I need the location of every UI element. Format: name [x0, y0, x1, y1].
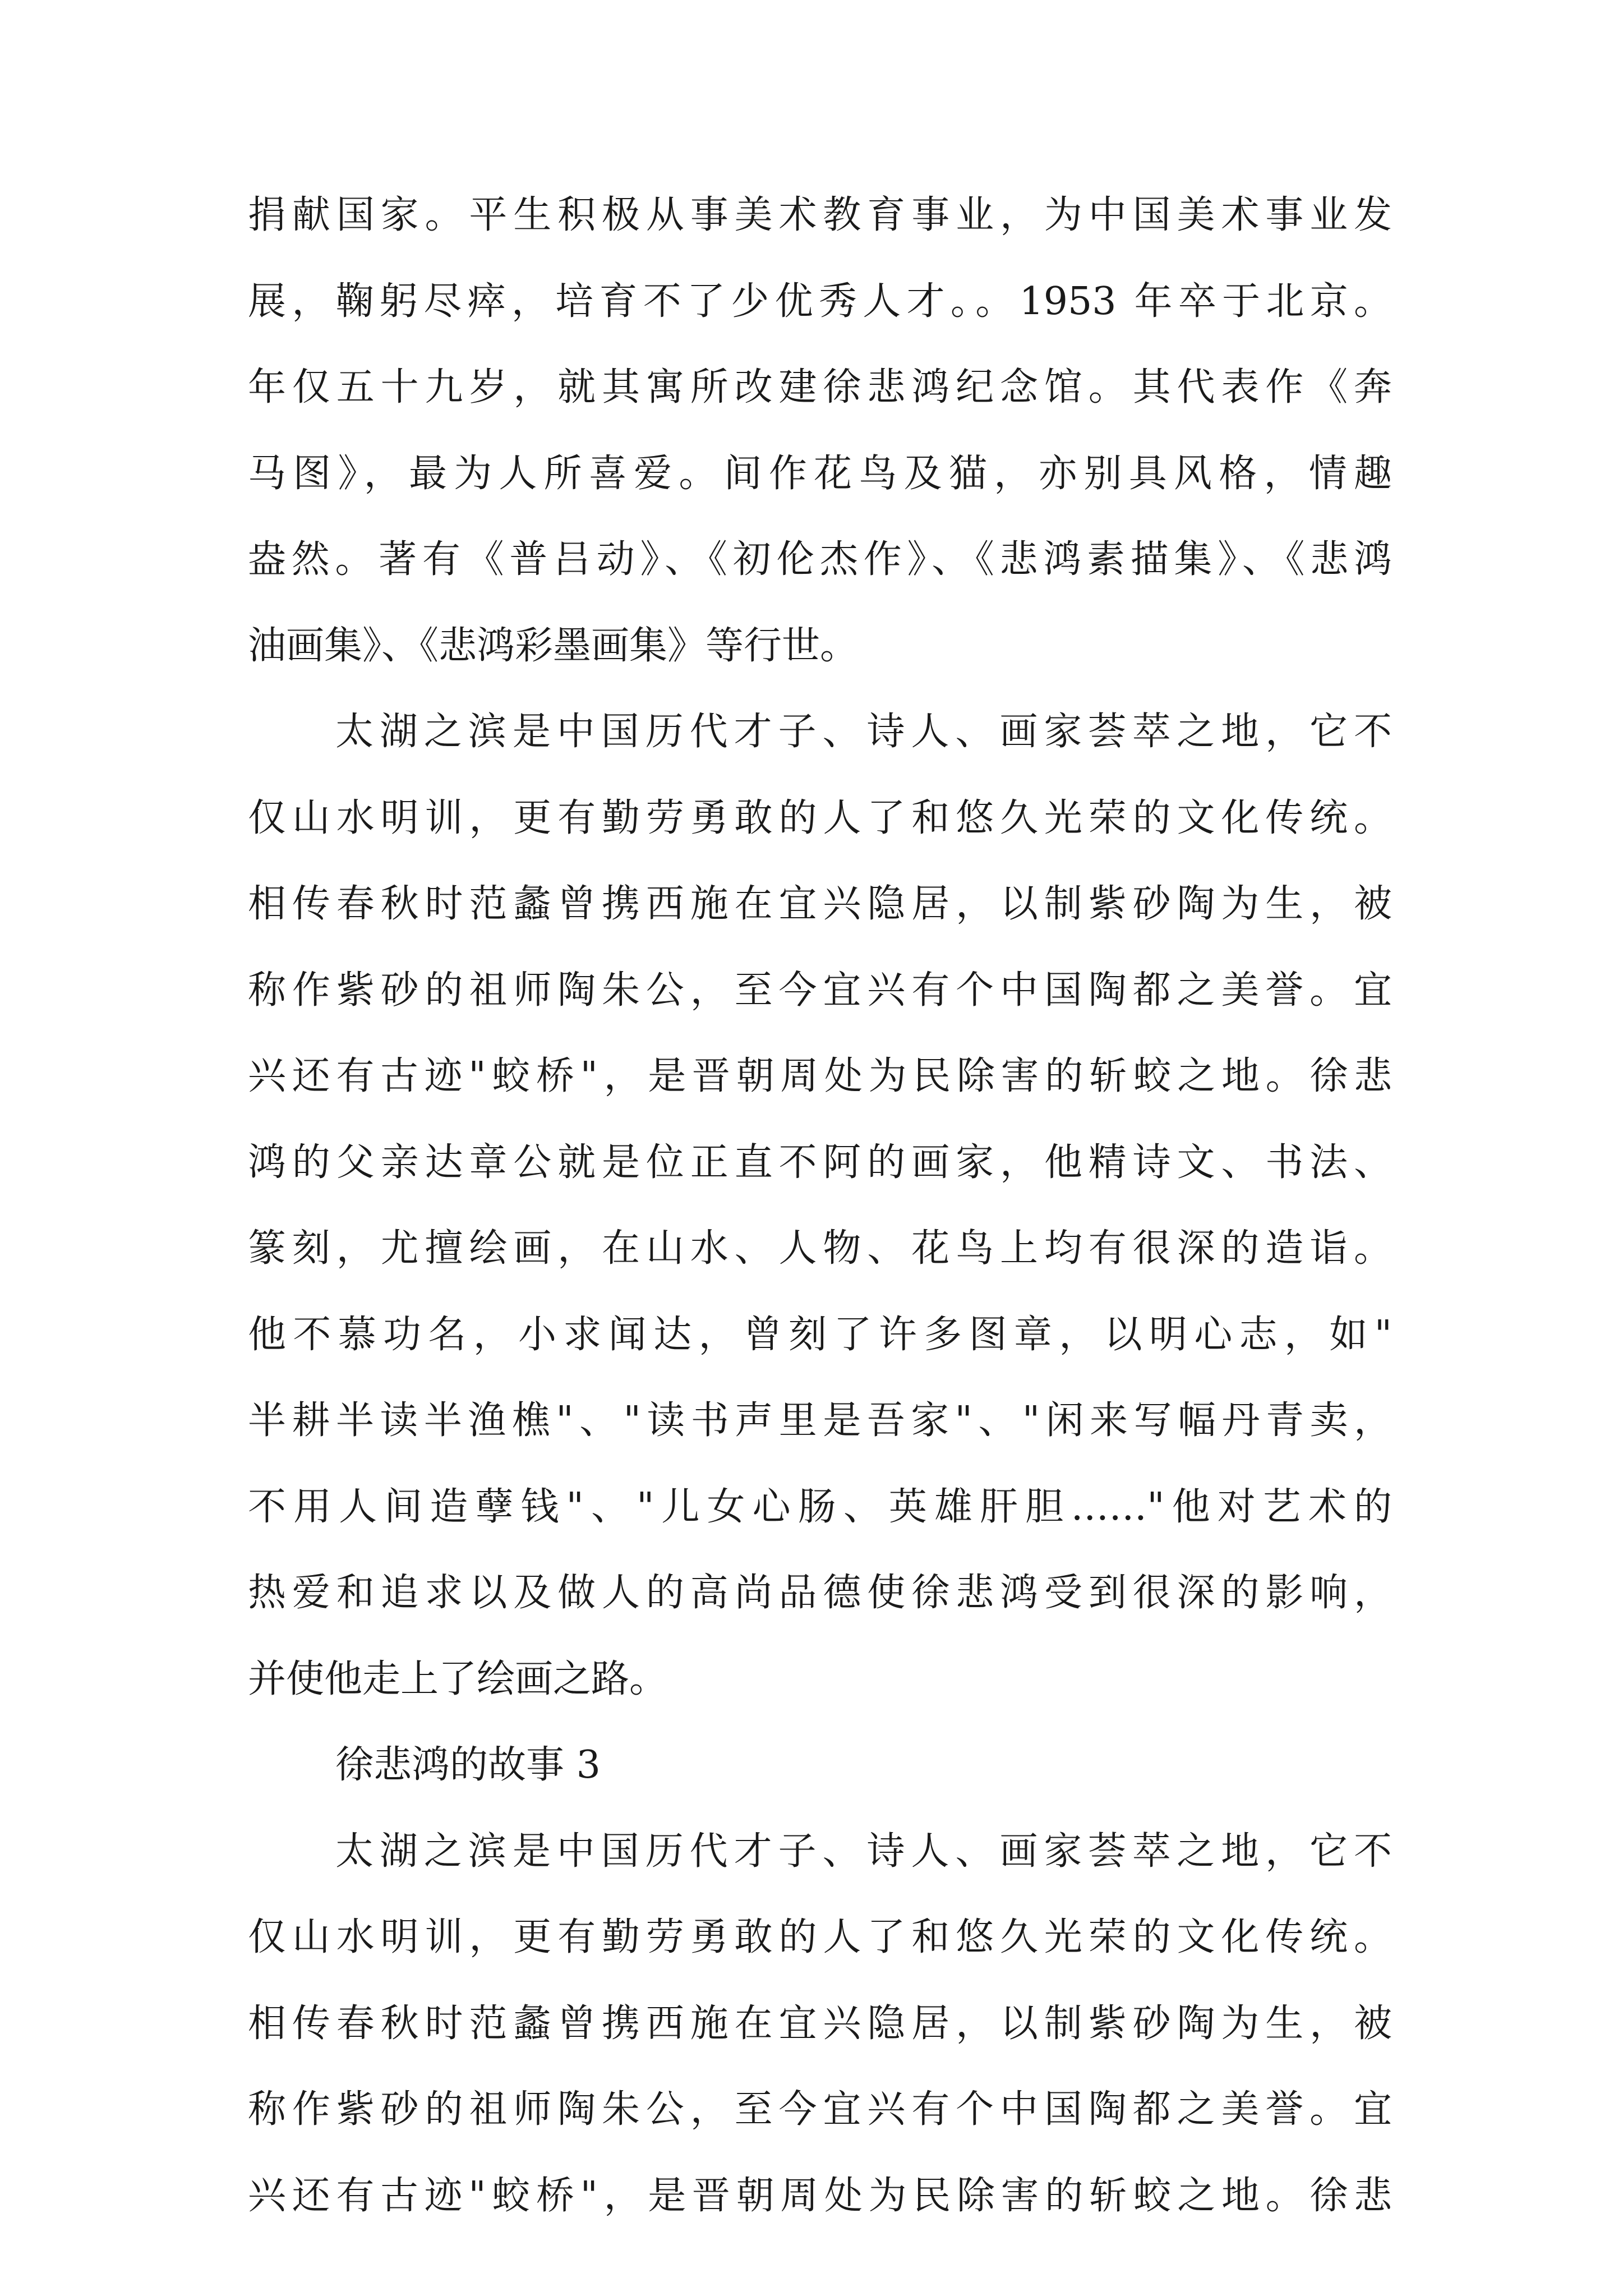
text-line: 鸿的父亲达章公就是位正直不阿的画家，他精诗文、书法、 [248, 1140, 1392, 1185]
text-line: 油画集》、《悲鸿彩墨画集》等行世。 [248, 624, 859, 668]
text-line: 捐献国家。平生积极从事美术教育事业，为中国美术事业发 [248, 193, 1392, 237]
text-line: 盎然。著有《普吕动》、《初伦杰作》、《悲鸿素描集》、《悲鸿 [248, 537, 1392, 582]
text-line: 年仅五十九岁，就其寓所改建徐悲鸿纪念馆。其代表作《奔 [248, 365, 1392, 409]
text-line: 展，鞠躬尽瘁，培育不了少优秀人才。。1953 年卒于北京。 [248, 279, 1392, 324]
text-line: 太湖之滨是中国历代才子、诗人、画家荟萃之地，它不 [335, 1829, 1392, 1874]
text-line: 马图》，最为人所喜爱。间作花鸟及猫，亦别具风格，情趣 [248, 452, 1392, 496]
section-heading: 徐悲鸿的故事 3 [335, 1743, 601, 1787]
text-line: 仅山水明训，更有勤劳勇敢的人了和悠久光荣的文化传统。 [248, 1915, 1392, 1959]
text-line: 半耕半读半渔樵"、"读书声里是吾家"、"闲来写幅丹青卖， [248, 1398, 1392, 1443]
text-line: 篆刻，尤擅绘画，在山水、人物、花鸟上均有很深的造诣。 [248, 1226, 1392, 1271]
text-line: 兴还有古迹"蛟桥"，是晋朝周处为民除害的斩蛟之地。徐悲 [248, 1054, 1392, 1098]
text-line: 热爱和追求以及做人的高尚品德使徐悲鸿受到很深的影响， [248, 1571, 1392, 1615]
text-line: 相传春秋时范蠡曾携西施在宜兴隐居，以制紫砂陶为生，被 [248, 2001, 1392, 2046]
text-line: 兴还有古迹"蛟桥"，是晋朝周处为民除害的斩蛟之地。徐悲 [248, 2174, 1392, 2218]
text-line: 他不慕功名，小求闻达，曾刻了许多图章，以明心志，如" [248, 1313, 1392, 1357]
text-line: 称作紫砂的祖师陶朱公，至今宜兴有个中国陶都之美誉。宜 [248, 2087, 1392, 2132]
text-line: 称作紫砂的祖师陶朱公，至今宜兴有个中国陶都之美誉。宜 [248, 968, 1392, 1013]
text-line: 太湖之滨是中国历代才子、诗人、画家荟萃之地，它不 [335, 710, 1392, 754]
text-line: 并使他走上了绘画之路。 [248, 1657, 668, 1701]
text-line: 仅山水明训，更有勤劳勇敢的人了和悠久光荣的文化传统。 [248, 796, 1392, 840]
text-line: 不用人间造孽钱"、"儿女心肠、英雄肝胆……"他对艺术的 [248, 1485, 1392, 1529]
text-line: 相传春秋时范蠡曾携西施在宜兴隐居，以制紫砂陶为生，被 [248, 882, 1392, 926]
